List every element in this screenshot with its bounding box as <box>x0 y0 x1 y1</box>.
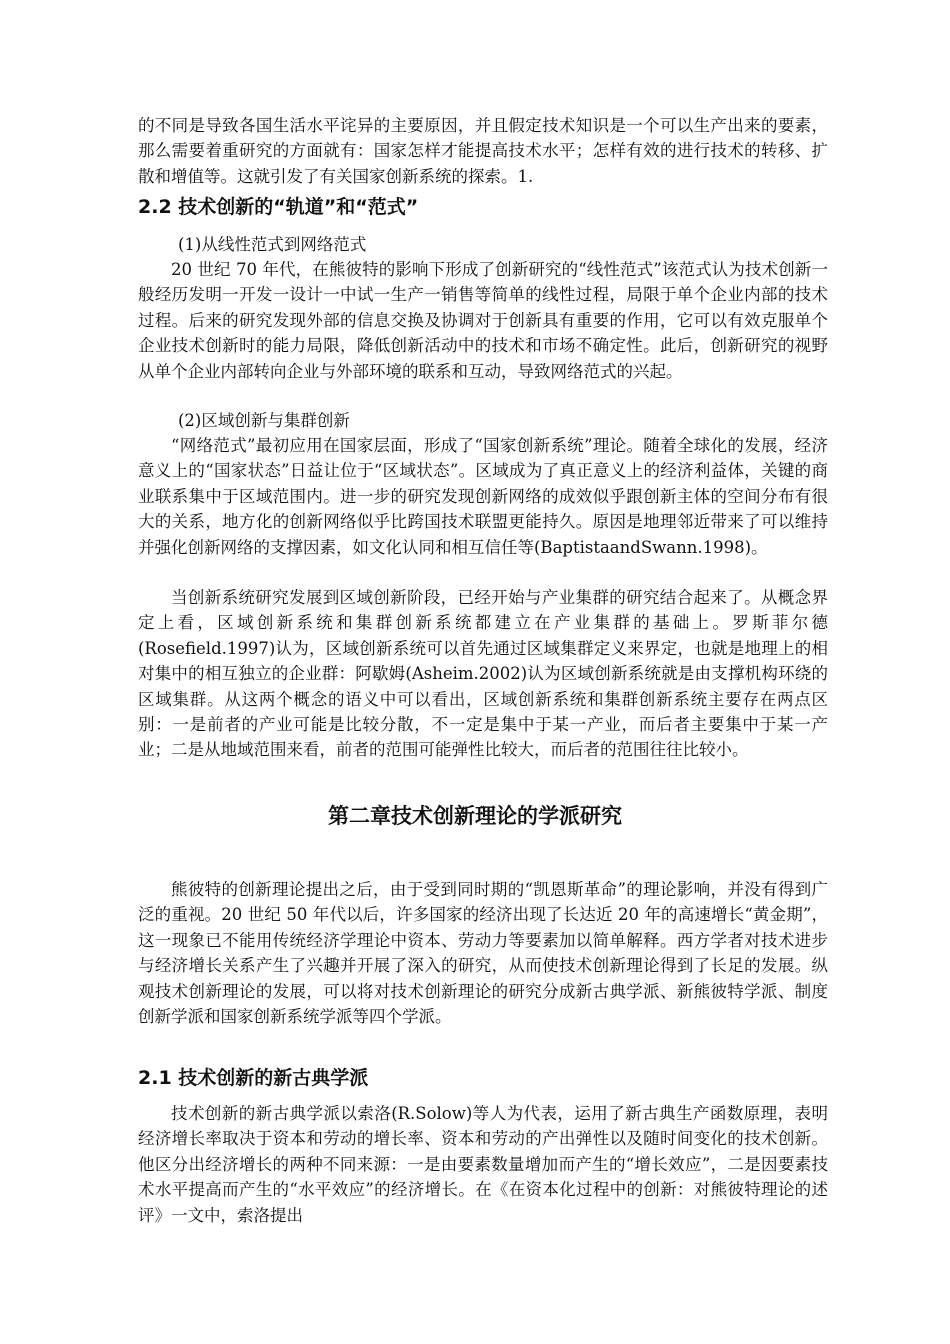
paragraph-linear-paradigm: 20 世纪 70 年代，在熊彼特的影响下形成了创新研究的“线性范式”该范式认为技术创新一般经历发明一开发一设计一中试一生产一销售等简单的线性过程，局限于单个企业内部的技术过程。后来的研究发现外部的信息交换及协调对于创新具有重要的作用，它可以有效克服单个企业技术创新时的能力局限，降低创新活动中的技术和市场不确定性。此后，创新研究的视野从单个企业内部转向企业与外部环境的联系和互动，导致网络范式的兴起。 <box>138 260 828 381</box>
paragraph-chapter-two-intro: 熊彼特的创新理论提出之后，由于受到同时期的“凯恩斯革命”的理论影响，并没有得到广泛的重视。20 世纪 50 年代以后，许多国家的经济出现了长达近 20 年的高速增长“黄金期”，这一现象已不能用传统经济学理论中资本、劳动力等要素加以简单解释。西方学者对技术进步与经济增长关系产生了兴趣并开展了深入的研究，从而使技术创新理论得到了长足的发展。纵观技术创新理论的发展，可以将对技术创新理论的研究分成新古典学派、新熊彼特学派、制度创新学派和国家创新系统学派等四个学派。 <box>138 880 828 1027</box>
section-heading-1-2-2: 2.2 技术创新的“轨道”和“范式” <box>138 196 419 218</box>
paragraph-neoclassical-school: 技术创新的新古典学派以索洛(R.Solow)等人为代表，运用了新古典生产函数原理，表明经济增长率取决于资本和劳动的增长率、资本和劳动的产出弹性以及随时间变化的技术创新。他区分出经济增长的两种不同来源：一是由要素数量增加而产生的“增长效应”，二是因要素技术水平提高而产生的“水平效应”的经济增长。在《在资本化过程中的创新：对熊彼特理论的述评》一文中，索洛提出 <box>138 1104 828 1225</box>
paragraph-network-paradigm: “网络范式”最初应用在国家层面，形成了“国家创新系统”理论。随着全球化的发展，经济意义上的“国家状态”日益让位于“区域状态”。区域成为了真正意义上的经济利益体，关键的商业联系集中于区域范围内。进一步的研究发现创新网络的成效似乎跟创新主体的空间分布有很大的关系，地方化的创新网络似乎比跨国技术联盟更能持久。原因是地理邻近带来了可以维持并强化创新网络的支撑因素，如文化认同和相互信任等(BaptistaandSwann.1998)。 <box>138 436 828 557</box>
paragraph-intro: 的不同是导致各国生活水平诧异的主要原因，并且假定技术知识是一个可以生产出来的要素，那么需要着重研究的方面就有：国家怎样才能提高技术水平；怎样有效的进行技术的转移、扩散和增值等。这就引发了有关国家创新系统的探索。1. <box>138 116 828 186</box>
section-heading-2-1: 2.1 技术创新的新古典学派 <box>138 1067 369 1089</box>
subheading-regional-cluster: (2)区域创新与集群创新 <box>178 411 350 430</box>
chapter-two-title: 第二章技术创新理论的学派研究 <box>328 804 622 828</box>
paragraph-cluster-innovation: 当创新系统研究发展到区域创新阶段，已经开始与产业集群的研究结合起来了。从概念界定上看，区域创新系统和集群创新系统都建立在产业集群的基础上。罗斯菲尔德(Rosefield.1997)认为，区域创新系统可以首先通过区域集群定义来界定，也就是地理上的相对集中的相互独立的企业群：阿歇姆(Asheim.2002)认为区域创新系统就是由支撑机构环绕的区域集群。从这两个概念的语义中可以看出，区域创新系统和集群创新系统主要存在两点区别：一是前者的产业可能是比较分散，不一定是集中于某一产业，而后者主要集中于某一产业；二是从地域范围来看，前者的范围可能弹性比较大，而后者的范围往往比较小。 <box>138 588 828 760</box>
subheading-linear-to-network: (1)从线性范式到网络范式 <box>178 235 367 254</box>
